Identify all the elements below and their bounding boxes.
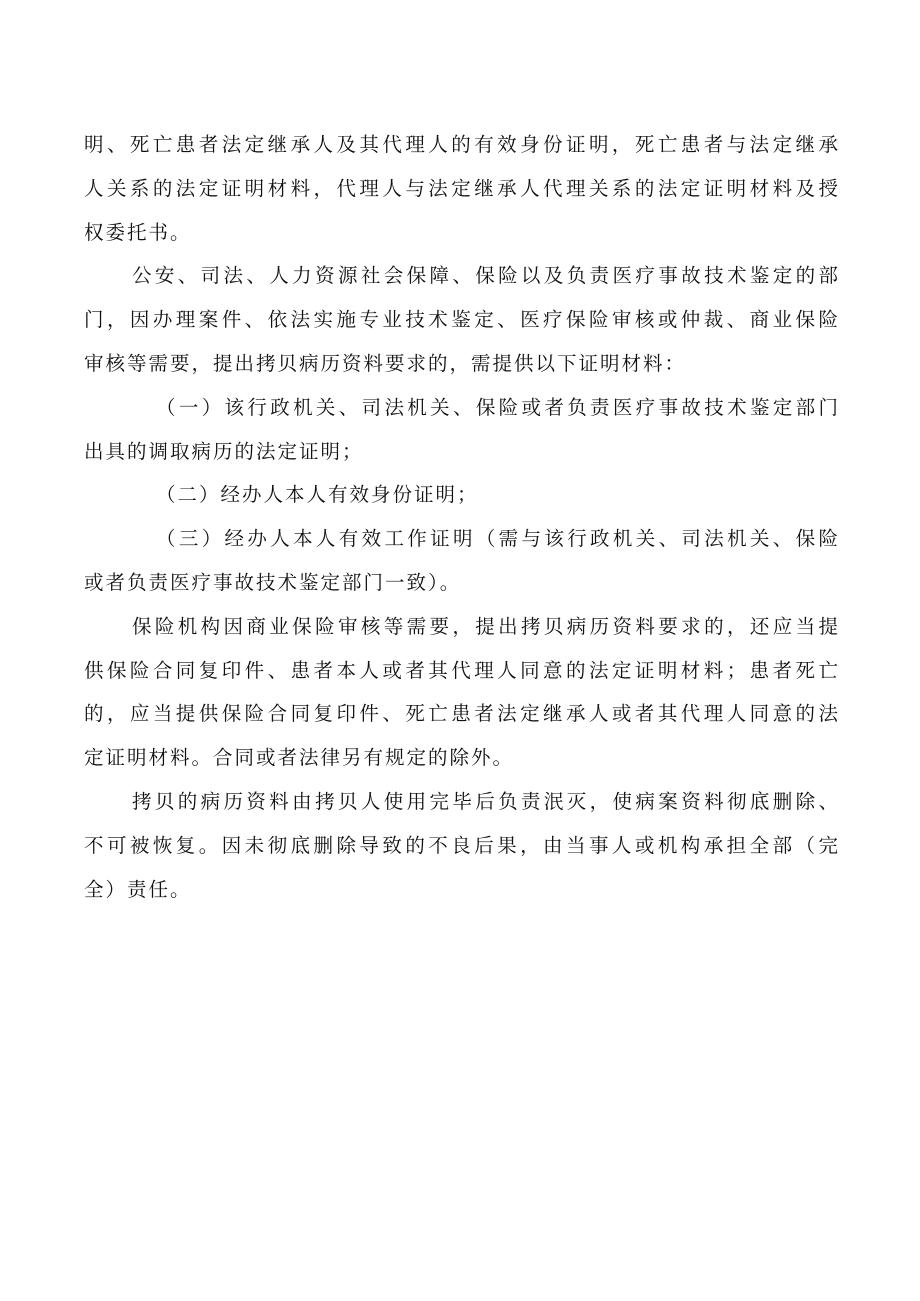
text-line: 不可被恢复。因未彻底删除导致的不良后果，由当事人或机构承担全部（完	[84, 833, 840, 857]
text-line: 审核等需要，提出拷贝病历资料要求的，需提供以下证明材料：	[84, 351, 687, 375]
paragraph	[84, 605, 840, 780]
text-line: （三）经办人本人有效工作证明（需与该行政机关、司法机关、保险	[156, 527, 840, 551]
text-line: 人关系的法定证明材料，代理人与法定继承人代理关系的法定证明材料及授	[84, 176, 840, 200]
text-line: 全）责任。	[84, 877, 192, 901]
text-line: 公安、司法、人力资源社会保障、保险以及负责医疗事故技术鉴定的部	[132, 264, 840, 288]
text-line: 供保险合同复印件、患者本人或者其代理人同意的法定证明材料；患者死亡	[84, 658, 840, 682]
text-line: 拷贝的病历资料由拷贝人使用完毕后负责泯灭，使病案资料彻底删除、	[132, 789, 840, 813]
paragraph	[84, 123, 840, 254]
text-line: 出具的调取病历的法定证明；	[84, 439, 364, 463]
text-line: 保险机构因商业保险审核等需要，提出拷贝病历资料要求的，还应当提	[132, 614, 840, 638]
text-line: 的，应当提供保险合同复印件、死亡患者法定继承人或者其代理人同意的法	[84, 702, 840, 726]
paragraph	[84, 780, 840, 911]
paragraph	[84, 517, 840, 605]
paragraph	[84, 254, 840, 385]
text-line: （一）该行政机关、司法机关、保险或者负责医疗事故技术鉴定部门	[156, 395, 840, 419]
text-line: 或者负责医疗事故技术鉴定部门一致）。	[84, 570, 462, 594]
text-line: （二）经办人本人有效身份证明；	[156, 483, 479, 507]
text-line: 权委托书。	[84, 220, 192, 244]
text-line: 门，因办理案件、依法实施专业技术鉴定、医疗保险审核或仲裁、商业保险	[84, 308, 840, 332]
document-body	[84, 123, 840, 911]
paragraph	[84, 473, 840, 517]
text-line: 定证明材料。合同或者法律另有规定的除外。	[84, 746, 515, 770]
paragraph	[84, 386, 840, 474]
text-line: 明、死亡患者法定继承人及其代理人的有效身份证明，死亡患者与法定继承	[84, 133, 840, 156]
